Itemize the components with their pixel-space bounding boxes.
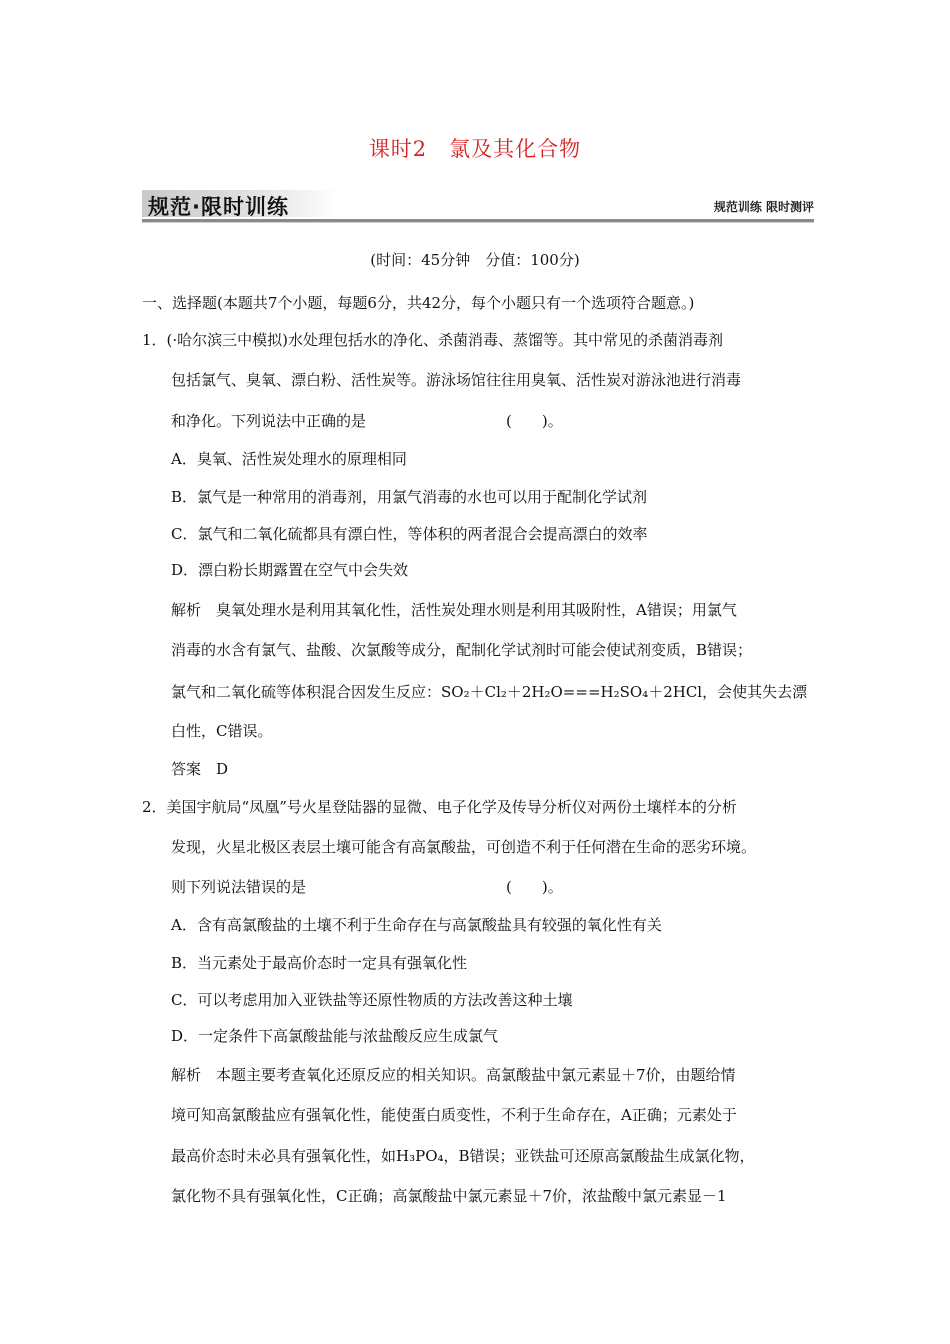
q1-option-a: A．臭氧、活性炭处理水的原理相同 <box>171 450 407 468</box>
page-title: 课时2 氯及其化合物 <box>368 137 582 161</box>
q2-analysis-line: 最高价态时未必具有强氧化性，如H₃PO₄，B错误；亚铁盐可还原高氯酸盐生成氯化物， <box>171 1147 755 1165</box>
q1-analysis-line: 氯气和二氧化硫等体积混合因发生反应：SO₂＋Cl₂＋2H₂O===H₂SO₄＋2HCl，会使其失去漂 <box>171 683 808 701</box>
banner-title: 规范·限时训练 <box>148 195 289 219</box>
q1-option-b: B．氯气是一种常用的消毒剂，用氯气消毒的水也可以用于配制化学试剂 <box>171 488 648 506</box>
section-banner <box>142 190 814 226</box>
q2-analysis-line: 氯化物不具有强氧化性，C正确；高氯酸盐中氯元素显＋7价，浓盐酸中氯元素显－1 <box>171 1187 727 1205</box>
q2-stem-line: 发现，火星北极区表层土壤可能含有高氯酸盐，可创造不利于任何潜在生命的恶劣环境。 <box>171 838 757 856</box>
q2-option-b: B．当元素处于最高价态时一定具有强氧化性 <box>171 954 468 972</box>
q1-stem-line: 1．(·哈尔滨三中模拟)水处理包括水的净化、杀菌消毒、蒸馏等。其中常见的杀菌消毒剂 <box>142 331 724 349</box>
banner-divider <box>142 219 814 223</box>
q2-stem-line: 则下列说法错误的是 <box>171 878 307 896</box>
q1-answer-blank: ( )。 <box>506 412 563 430</box>
q2-option-a: A．含有高氯酸盐的土壤不利于生命存在与高氯酸盐具有较强的氧化性有关 <box>171 916 662 934</box>
section-intro: 一、选择题(本题共7个小题，每题6分，共42分，每个小题只有一个选项符合题意。) <box>142 294 695 312</box>
q1-stem-line: 包括氯气、臭氧、漂白粉、活性炭等。游泳场馆往往用臭氧、活性炭对游泳池进行消毒 <box>171 371 742 389</box>
q1-analysis-line: 消毒的水含有氯气、盐酸、次氯酸等成分，配制化学试剂时可能会使试剂变质，B错误； <box>171 641 753 659</box>
q1-answer: 答案 D <box>171 760 229 778</box>
q2-analysis-line: 境可知高氯酸盐应有强氧化性，能使蛋白质变性，不利于生命存在，A正确；元素处于 <box>171 1106 737 1124</box>
time-info: (时间：45分钟 分值：100分) <box>370 251 580 269</box>
q2-option-d: D．一定条件下高氯酸盐能与浓盐酸反应生成氯气 <box>171 1027 499 1045</box>
q1-stem-line: 和净化。下列说法中正确的是 <box>171 412 367 430</box>
q2-answer-blank: ( )。 <box>506 878 563 896</box>
banner-subtitle: 规范训练 限时测评 <box>713 200 814 214</box>
q1-analysis-line: 解析 臭氧处理水是利用其氧化性，活性炭处理水则是利用其吸附性，A错误；用氯气 <box>171 601 737 619</box>
q2-analysis-line: 解析 本题主要考查氧化还原反应的相关知识。高氯酸盐中氯元素显＋7价，由题给情 <box>171 1066 736 1084</box>
q2-stem-line: 2．美国宇航局“凤凰”号火星登陆器的显微、电子化学及传导分析仪对两份土壤样本的分析 <box>142 798 737 816</box>
q1-option-c: C．氯气和二氧化硫都具有漂白性，等体积的两者混合会提高漂白的效率 <box>171 525 648 543</box>
q2-option-c: C．可以考虑用加入亚铁盐等还原性物质的方法改善这种土壤 <box>171 991 573 1009</box>
q1-option-d: D．漂白粉长期露置在空气中会失效 <box>171 561 409 579</box>
q1-analysis-line: 白性，C错误。 <box>171 722 273 740</box>
